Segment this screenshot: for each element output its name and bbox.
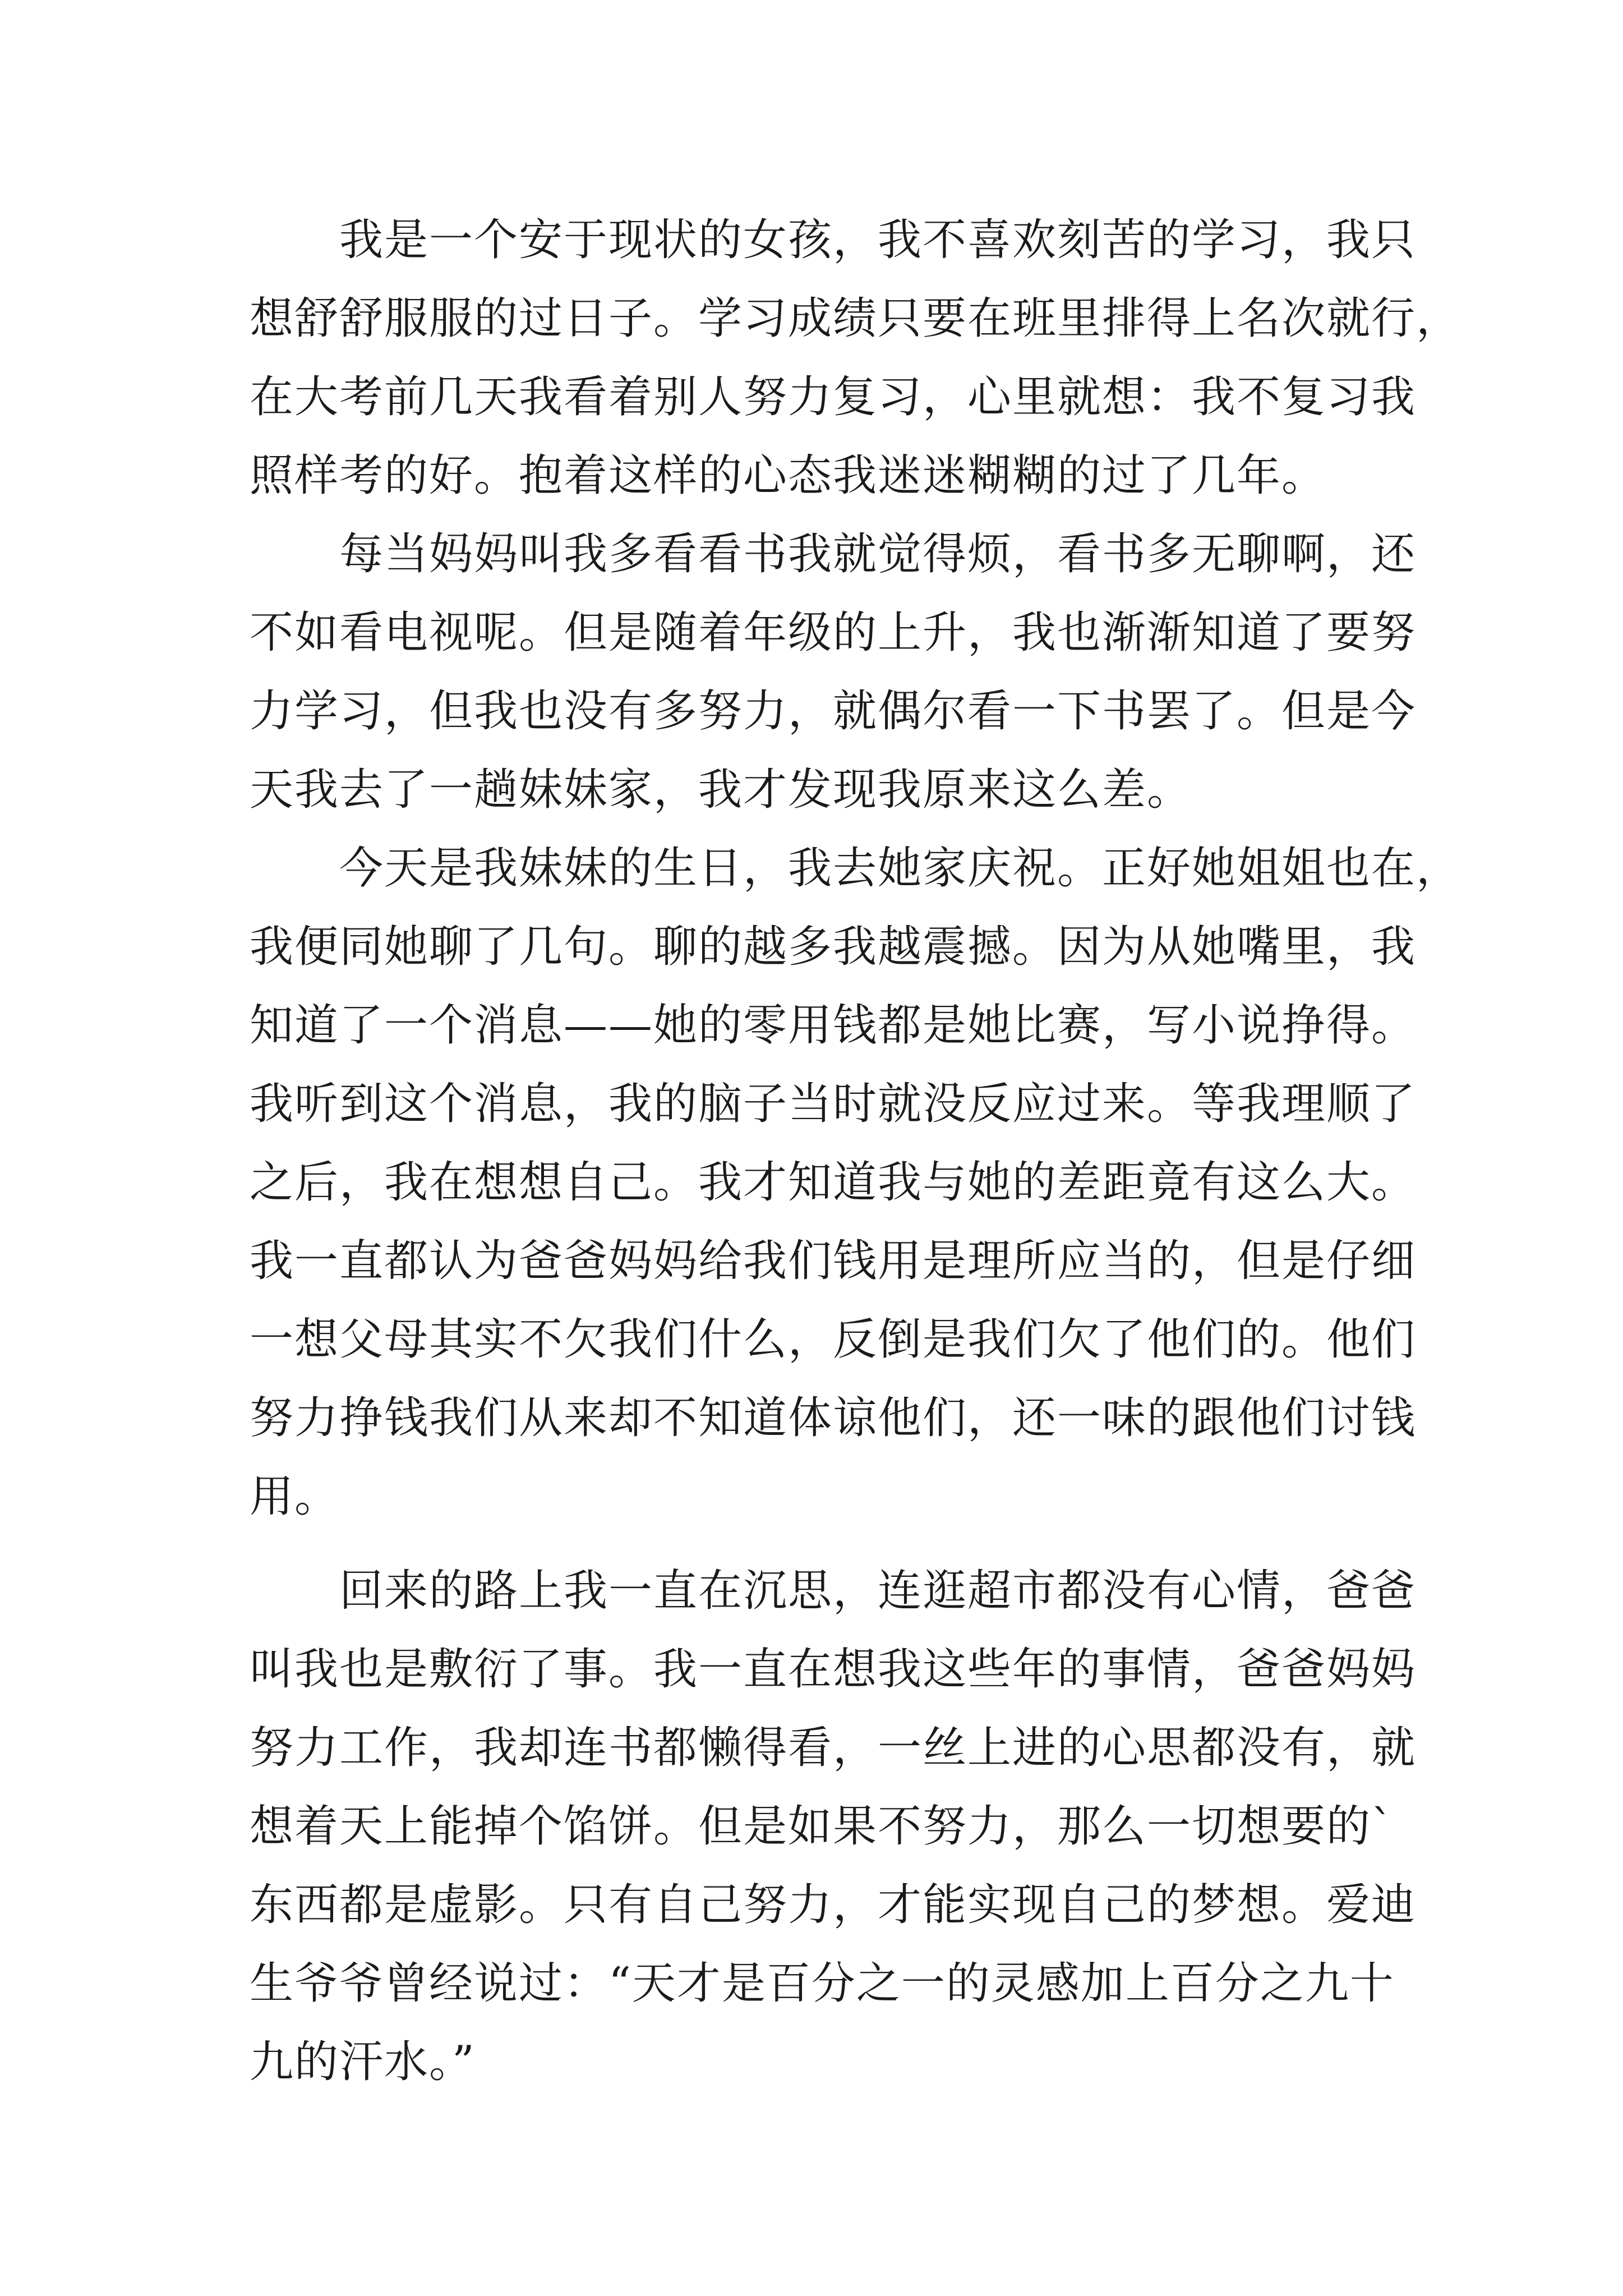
text-line: 每当妈妈叫我多看看书我就觉得烦，看书多无聊啊，还 xyxy=(339,529,1417,579)
text-line: 不如看电视呢。但是随着年级的上升，我也渐渐知道了要努 xyxy=(250,608,1417,658)
text-line: 想着天上能掉个馅饼。但是如果不努力，那么一切想要的` xyxy=(250,1801,1395,1852)
text-line: 知道了一个消息——她的零用钱都是她比赛，写小说挣得。 xyxy=(250,1000,1417,1051)
text-line: 今天是我妹妹的生日，我去她家庆祝。正好她姐姐也在， xyxy=(339,843,1461,894)
paragraph-gap xyxy=(250,1536,1377,1552)
text-line: 生爷爷曾经说过：“天才是百分之一的灵感加上百分之九十 xyxy=(250,1958,1395,2009)
essay-body xyxy=(250,201,1461,2101)
paragraph xyxy=(250,1552,1417,2101)
text-line: 一想父母其实不欠我们什么，反倒是我们欠了他们的。他们 xyxy=(250,1314,1417,1365)
text-line: 我是一个安于现状的女孩，我不喜欢刻苦的学习，我只 xyxy=(339,215,1417,265)
text-line: 九的汗水。” xyxy=(250,2037,476,2087)
text-line: 想舒舒服服的过日子。学习成绩只要在班里排得上名次就行， xyxy=(250,293,1461,344)
paragraph xyxy=(250,829,1461,1536)
text-line: 我一直都认为爸爸妈妈给我们钱用是理所应当的，但是仔细 xyxy=(250,1236,1417,1286)
text-line: 用。 xyxy=(250,1471,340,1522)
text-line: 叫我也是敷衍了事。我一直在想我这些年的事情，爸爸妈妈 xyxy=(250,1644,1417,1695)
text-line: 力学习，但我也没有多努力，就偶尔看一下书罢了。但是今 xyxy=(250,686,1417,737)
text-line: 在大考前几天我看着别人努力复习，心里就想：我不复习我 xyxy=(250,372,1417,422)
text-line: 回来的路上我一直在沉思，连逛超市都没有心情，爸爸 xyxy=(339,1566,1417,1616)
text-line: 之后，我在想想自己。我才知道我与她的差距竟有这么大。 xyxy=(250,1157,1417,1208)
text-line: 照样考的好。抱着这样的心态我迷迷糊糊的过了几年。 xyxy=(250,450,1327,501)
paragraph xyxy=(250,515,1417,829)
text-line: 天我去了一趟妹妹家，我才发现我原来这么差。 xyxy=(250,765,1192,815)
paragraph xyxy=(250,201,1461,515)
text-line: 东西都是虚影。只有自己努力，才能实现自己的梦想。爱迪 xyxy=(250,1880,1417,1930)
text-line: 我听到这个消息，我的脑子当时就没反应过来。等我理顺了 xyxy=(250,1079,1417,1129)
text-line: 我便同她聊了几句。聊的越多我越震撼。因为从她嘴里，我 xyxy=(250,922,1417,972)
text-line: 努力挣钱我们从来却不知道体谅他们，还一味的跟他们讨钱 xyxy=(250,1393,1417,1443)
text-line: 努力工作，我却连书都懒得看，一丝上进的心思都没有，就 xyxy=(250,1723,1417,1773)
